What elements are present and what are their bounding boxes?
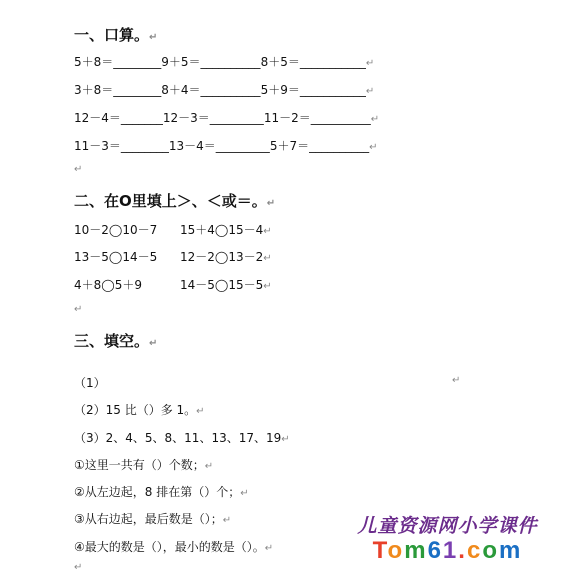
section3-heading: 三、填空。↵: [74, 332, 158, 350]
fill-line-7: ④最大的数是（），最小的数是（）。↵: [74, 540, 274, 554]
fill-line-6: ③从右边起，最后数是（）；↵: [74, 512, 232, 526]
empty-paragraph: ↵: [74, 164, 83, 175]
site-watermark-logo: [340, 511, 555, 569]
fill-line-3: （3）2、4、5、8、11、13、17、19↵: [74, 431, 290, 445]
watermark-letter: 1: [442, 537, 459, 564]
empty-paragraph: ↵: [74, 304, 83, 315]
compare-row-1: 10－2◯10－7 15＋4◯15－4↵: [74, 223, 272, 237]
calc-row-4: 11－3＝________13－4＝_________5＋7＝__________↵: [74, 139, 378, 153]
compare-row-3: 4＋8◯5＋9 14－5◯15－5↵: [74, 278, 272, 292]
watermark-letter: m: [498, 537, 523, 564]
watermark-letter: T: [372, 537, 388, 564]
paragraph-mark: ↵: [452, 375, 461, 386]
calc-row-2: 3＋8＝________8＋4＝__________5＋9＝___________↵: [74, 83, 375, 97]
compare-row-2: 13－5◯14－5 12－2◯13－2↵: [74, 250, 272, 264]
fill-line-1: （1）: [74, 376, 106, 390]
watermark-letter: 6: [427, 537, 443, 564]
calc-row-3: 12－4＝_______12－3＝_________11－2＝__________↵: [74, 111, 380, 125]
calc-row-1: 5＋8＝________9＋5＝__________8＋5＝___________↵: [74, 55, 375, 69]
fill-line-2: （2）15 比（）多 1。↵: [74, 403, 205, 417]
section2-heading: 二、在O里填上＞、＜或＝。↵: [74, 192, 276, 210]
watermark-letter: o: [387, 537, 405, 564]
fill-line-5: ②从左边起，8 排在第（）个；↵: [74, 485, 249, 499]
section1-heading: 一、口算。↵: [74, 26, 158, 44]
watermark-letter: .: [458, 537, 467, 564]
fill-line-4: ①这里一共有（）个数；↵: [74, 458, 214, 472]
watermark-letter: m: [404, 537, 428, 564]
watermark-title: 儿童资源网小学课件: [357, 515, 538, 537]
watermark-letter: c: [466, 537, 483, 564]
watermark-url: [340, 537, 555, 565]
empty-paragraph: ↵: [74, 562, 83, 573]
watermark-letter: o: [482, 537, 499, 564]
